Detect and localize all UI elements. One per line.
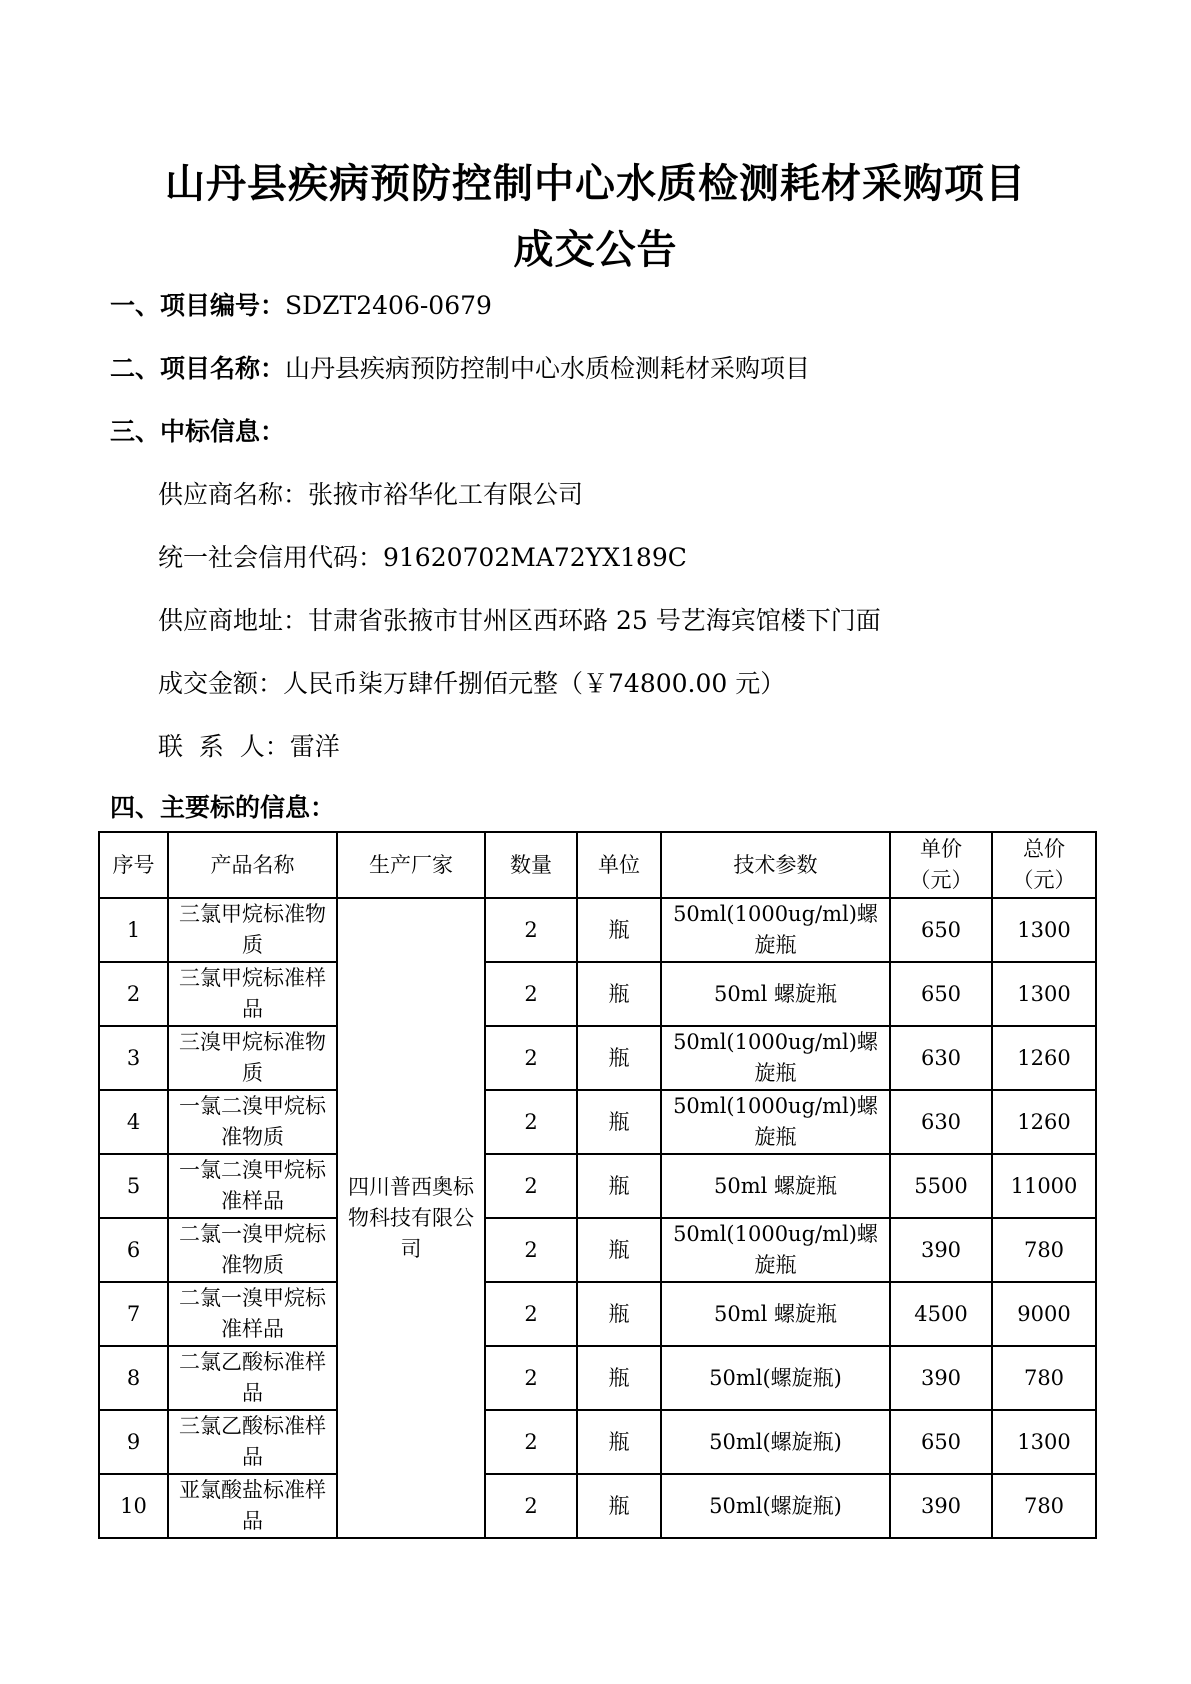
cell-quantity: 2 (485, 1026, 577, 1090)
cell-unit-price: 630 (890, 1026, 992, 1090)
cell-no: 2 (99, 962, 168, 1026)
cell-unit-price: 390 (890, 1218, 992, 1282)
document-title: 山丹县疾病预防控制中心水质检测耗材采购项目 (165, 161, 1026, 207)
table-row (99, 1474, 1096, 1538)
bid-info-heading (110, 412, 285, 448)
cell-spec: 50ml 螺旋瓶 (661, 1282, 890, 1346)
document-subtitle: 成交公告 (513, 227, 678, 273)
main-items-heading (110, 788, 335, 824)
cell-unit-price: 650 (890, 898, 992, 962)
cell-total-price: 780 (992, 1474, 1096, 1538)
table-row (99, 1218, 1096, 1282)
cell-spec: 50ml(1000ug/ml)螺旋瓶 (661, 898, 890, 962)
cell-unit: 瓶 (577, 1474, 661, 1538)
header-no: 序号 (99, 832, 168, 898)
cell-unit-price: 390 (890, 1474, 992, 1538)
contact-person: 联 系 人：雷洋 (158, 732, 340, 761)
transaction-amount: 成交金额：人民币柒万肆仟捌佰元整（￥74800.00 元） (158, 669, 786, 698)
cell-manufacturer: 四川普西奥标物科技有限公司 (337, 898, 485, 1538)
cell-spec: 50ml 螺旋瓶 (661, 1154, 890, 1218)
project-number-value: SDZT2406-0679 (285, 291, 492, 320)
table-header-row (99, 832, 1096, 898)
cell-no: 8 (99, 1346, 168, 1410)
cell-spec: 50ml(1000ug/ml)螺旋瓶 (661, 1026, 890, 1090)
cell-quantity: 2 (485, 898, 577, 962)
cell-quantity: 2 (485, 962, 577, 1026)
project-name-label: 二、项目名称： (110, 354, 286, 383)
header-manufacturer: 生产厂家 (337, 832, 485, 898)
main-items-label: 四、主要标的信息： (110, 793, 336, 822)
credit-code: 统一社会信用代码：91620702MA72YX189C (158, 543, 687, 572)
cell-total-price: 1260 (992, 1026, 1096, 1090)
cell-quantity: 2 (485, 1346, 577, 1410)
cell-total-price: 1300 (992, 1410, 1096, 1474)
cell-no: 6 (99, 1218, 168, 1282)
cell-total-price: 1300 (992, 898, 1096, 962)
cell-product-name: 三氯甲烷标准样品 (168, 962, 337, 1026)
project-number-label: 一、项目编号： (110, 291, 286, 320)
cell-product-name: 一氯二溴甲烷标准物质 (168, 1090, 337, 1154)
project-name-value: 山丹县疾病预防控制中心水质检测耗材采购项目 (285, 354, 811, 383)
header-product-name: 产品名称 (168, 832, 337, 898)
cell-quantity: 2 (485, 1282, 577, 1346)
cell-unit: 瓶 (577, 898, 661, 962)
cell-unit-price: 5500 (890, 1154, 992, 1218)
table-row (99, 898, 1096, 962)
bid-info-label: 三、中标信息： (110, 417, 286, 446)
cell-unit: 瓶 (577, 1026, 661, 1090)
cell-product-name: 二氯乙酸标准样品 (168, 1346, 337, 1410)
table-row (99, 962, 1096, 1026)
header-quantity: 数量 (485, 832, 577, 898)
cell-quantity: 2 (485, 1090, 577, 1154)
cell-unit: 瓶 (577, 1410, 661, 1474)
cell-total-price: 780 (992, 1218, 1096, 1282)
cell-no: 9 (99, 1410, 168, 1474)
cell-spec: 50ml(螺旋瓶) (661, 1410, 890, 1474)
header-spec: 技术参数 (661, 832, 890, 898)
cell-unit: 瓶 (577, 1346, 661, 1410)
cell-total-price: 1260 (992, 1090, 1096, 1154)
cell-unit: 瓶 (577, 1282, 661, 1346)
cell-unit-price: 650 (890, 1410, 992, 1474)
cell-unit-price: 390 (890, 1346, 992, 1410)
header-unit-price: 单价（元） (890, 832, 992, 898)
cell-spec: 50ml 螺旋瓶 (661, 962, 890, 1026)
cell-unit: 瓶 (577, 1218, 661, 1282)
cell-no: 7 (99, 1282, 168, 1346)
cell-unit: 瓶 (577, 962, 661, 1026)
cell-unit-price: 650 (890, 962, 992, 1026)
cell-spec: 50ml(螺旋瓶) (661, 1346, 890, 1410)
table-row (99, 1154, 1096, 1218)
table-row (99, 1090, 1096, 1154)
cell-total-price: 9000 (992, 1282, 1096, 1346)
cell-quantity: 2 (485, 1474, 577, 1538)
table-row (99, 1026, 1096, 1090)
cell-product-name: 三氯甲烷标准物质 (168, 898, 337, 962)
supplier-address: 供应商地址：甘肃省张掖市甘州区西环路 25 号艺海宾馆楼下门面 (158, 606, 881, 635)
project-number-line (110, 286, 492, 322)
cell-no: 1 (99, 898, 168, 962)
project-name-line (110, 349, 810, 385)
cell-no: 3 (99, 1026, 168, 1090)
cell-spec: 50ml(螺旋瓶) (661, 1474, 890, 1538)
header-unit: 单位 (577, 832, 661, 898)
cell-quantity: 2 (485, 1154, 577, 1218)
cell-no: 4 (99, 1090, 168, 1154)
cell-product-name: 三氯乙酸标准样品 (168, 1410, 337, 1474)
table-row (99, 1282, 1096, 1346)
cell-unit-price: 630 (890, 1090, 992, 1154)
cell-product-name: 二氯一溴甲烷标准样品 (168, 1282, 337, 1346)
cell-quantity: 2 (485, 1218, 577, 1282)
cell-unit: 瓶 (577, 1154, 661, 1218)
cell-unit-price: 4500 (890, 1282, 992, 1346)
cell-product-name: 一氯二溴甲烷标准样品 (168, 1154, 337, 1218)
cell-total-price: 1300 (992, 962, 1096, 1026)
cell-product-name: 三溴甲烷标准物质 (168, 1026, 337, 1090)
header-total-price: 总价（元） (992, 832, 1096, 898)
table-row (99, 1410, 1096, 1474)
supplier-name: 供应商名称：张掖市裕华化工有限公司 (158, 480, 584, 509)
cell-quantity: 2 (485, 1410, 577, 1474)
cell-no: 5 (99, 1154, 168, 1218)
cell-total-price: 780 (992, 1346, 1096, 1410)
items-table (98, 831, 1097, 1539)
cell-spec: 50ml(1000ug/ml)螺旋瓶 (661, 1218, 890, 1282)
cell-no: 10 (99, 1474, 168, 1538)
cell-unit: 瓶 (577, 1090, 661, 1154)
cell-product-name: 亚氯酸盐标准样品 (168, 1474, 337, 1538)
table-row (99, 1346, 1096, 1410)
cell-total-price: 11000 (992, 1154, 1096, 1218)
cell-product-name: 二氯一溴甲烷标准物质 (168, 1218, 337, 1282)
cell-spec: 50ml(1000ug/ml)螺旋瓶 (661, 1090, 890, 1154)
